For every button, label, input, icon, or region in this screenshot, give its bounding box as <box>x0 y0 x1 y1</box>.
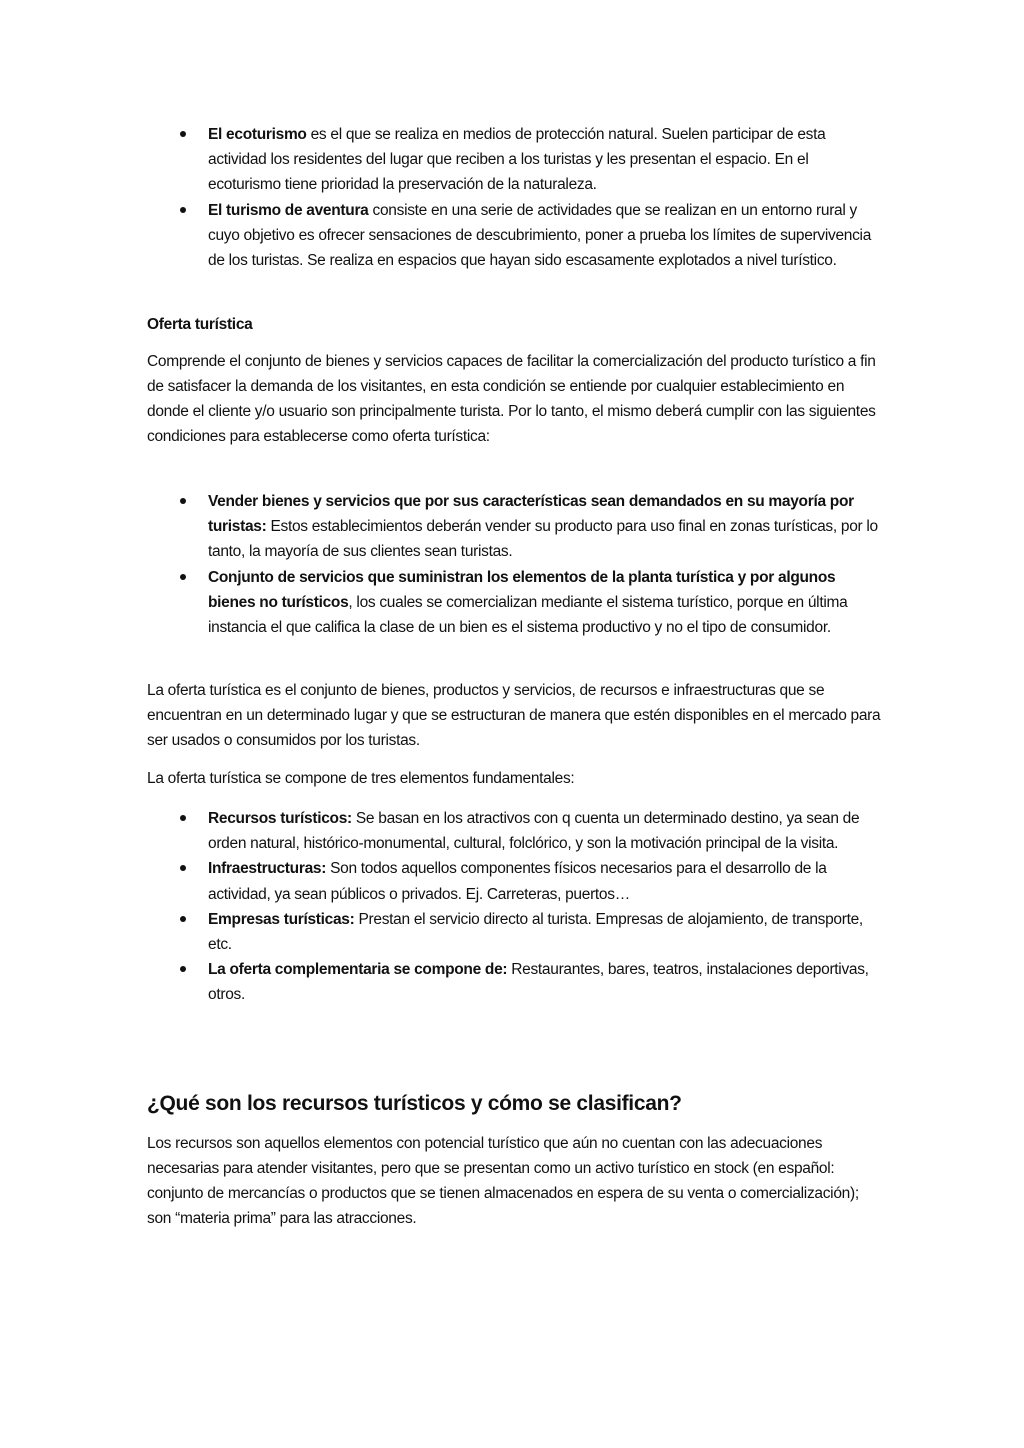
list-item <box>147 198 882 274</box>
item-text: , los cuales se comercializan mediante el sistema turístico, porque en última instancia el que califica la clase de un bien es el sistema productivo y no el tipo de consumidor. <box>208 593 848 637</box>
elements-list <box>147 806 882 1008</box>
tourism-types-list <box>147 122 882 273</box>
item-label: Infraestructuras: <box>208 860 327 878</box>
item-label: La oferta complementaria se compone de: <box>208 961 508 979</box>
paragraph: Los recursos son aquellos elementos con potencial turístico que aún no cuentan con las adecuaciones necesarias para atender visitantes, pero que se presentan como un activo turístico en stock (en español: conjunto de mercancías o productos que se tienen almacenados en espera de su venta o comercialización); son “materia prima” para las atracciones. <box>147 1135 859 1227</box>
item-text: consiste en una serie de actividades que se realizan en un entorno rural y cuyo objetivo es ofrecer sensaciones de descubrimiento, poner a prueba los límites de supervivencia de los turistas. Se realiza en espacios que hayan sido escasamente explotados a nivel turístico. <box>208 201 872 270</box>
item-label: Conjunto de servicios que suministran los elementos de la planta turística y por algunos bienes no turísticos <box>208 568 836 611</box>
list-item <box>147 806 882 856</box>
item-text: Prestan el servicio directo al turista. Empresas de alojamiento, de transporte, etc. <box>208 910 863 954</box>
list-item <box>147 957 882 1007</box>
section-heading: Oferta turística <box>147 316 253 333</box>
paragraph: La oferta turística es el conjunto de bienes, productos y servicios, de recursos e infraestructuras que se encuentran en un determinado lugar y que se estructuran de manera que estén disponibles en el mercado para ser usados o consumidos por los turistas. <box>147 682 881 749</box>
item-label: Recursos turísticos: <box>208 810 352 827</box>
list-item <box>147 856 882 906</box>
list-item <box>147 907 882 957</box>
paragraph: La oferta turística se compone de tres elementos fundamentales: <box>147 770 575 787</box>
paragraph: Comprende el conjunto de bienes y servicios capaces de facilitar la comercialización del producto turístico a fin de satisfacer la demanda de los visitantes, en esta condición se entiende por cualquier establecimiento en donde el cliente y/o usuario son principalmente turista. Por lo tanto, el mismo deberá cumplir con las siguientes condiciones para establecerse como oferta turística: <box>147 353 876 445</box>
conditions-list <box>147 489 882 640</box>
item-text: es el que se realiza en medios de protección natural. Suelen participar de esta actividad los residentes del lugar que reciben a los turistas y les presentan el espacio. En el ecoturismo tiene prioridad la preservación de la naturaleza. <box>208 126 826 194</box>
item-label: Vender bienes y servicios que por sus características sean demandados en su mayoría por turistas: <box>208 493 854 536</box>
list-item <box>147 489 882 565</box>
item-text: Restaurantes, bares, teatros, instalaciones deportivas, otros. <box>208 961 869 1004</box>
list-item <box>147 565 882 641</box>
item-text: Son todos aquellos componentes físicos necesarios para el desarrollo de la actividad, ya sean públicos o privados. Ej. Carreteras, puertos… <box>208 860 827 903</box>
item-label: Empresas turísticas: <box>208 910 355 928</box>
item-label: El ecoturismo <box>208 126 307 143</box>
item-label: El turismo de aventura <box>208 201 369 219</box>
list-item <box>147 122 882 198</box>
item-text: Estos establecimientos deberán vender su producto para uso final en zonas turísticas, por lo tanto, la mayoría de sus clientes sean turistas. <box>208 518 878 561</box>
section-heading: ¿Qué son los recursos turísticos y cómo se clasifican? <box>147 1092 682 1115</box>
item-text: Se basan en los atractivos con q cuenta un determinado destino, ya sean de orden natural, histórico-monumental, cultural, folclórico, y son la motivación principal de la visita. <box>208 810 860 853</box>
